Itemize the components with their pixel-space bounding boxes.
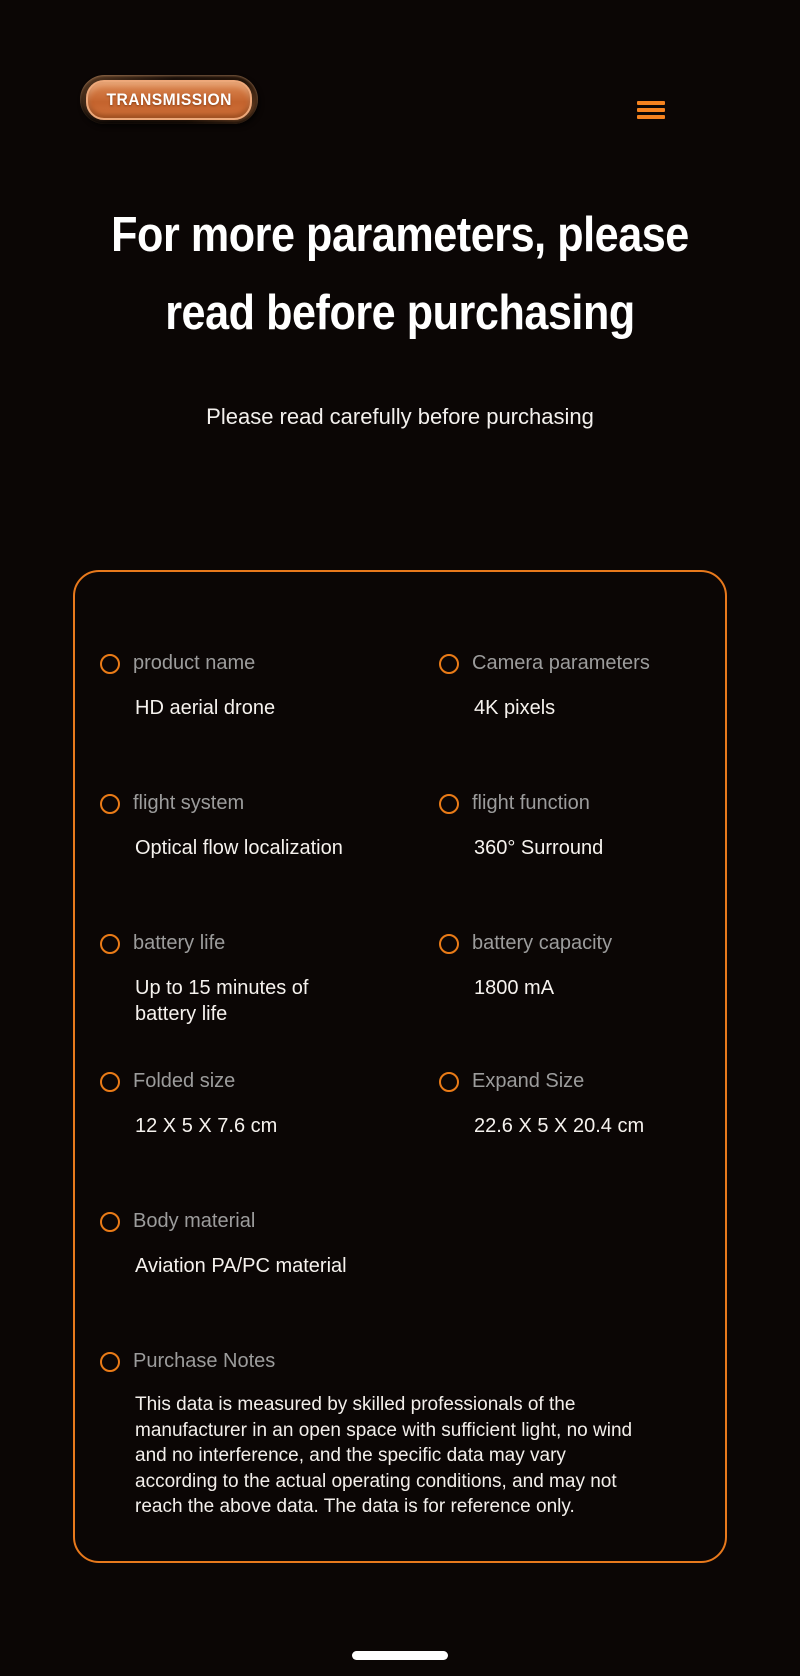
purchase-notes-text: This data is measured by skilled professionals of the manufacturer in an open space with sufficient light, no wind and no interference, and the specific data may vary according to the actual operating conditions, and may not reach the above data. The data is for reference only. <box>135 1394 633 1517</box>
spec-label: Camera parameters <box>472 652 650 674</box>
radio-circle-icon <box>439 934 459 954</box>
spec-label: Folded size <box>133 1070 236 1092</box>
spec-value: 12 X 5 X 7.6 cm <box>135 1115 278 1137</box>
spec-label: product name <box>133 652 256 674</box>
transmission-badge-label: TRANSMISSION <box>106 89 232 109</box>
page-title-line1: For more parameters, please <box>111 208 689 262</box>
spec-row <box>100 1070 725 1139</box>
transmission-badge[interactable] <box>80 75 258 124</box>
spec-cell-folded-size <box>100 1070 439 1139</box>
radio-circle-icon <box>100 1352 120 1372</box>
home-indicator-bar[interactable] <box>352 1651 448 1660</box>
spec-label: Purchase Notes <box>133 1350 276 1372</box>
spec-value: Up to 15 minutes of battery life <box>135 977 309 1025</box>
spec-label: Body material <box>133 1210 256 1232</box>
spec-value: 1800 mA <box>474 977 555 999</box>
spec-cell-camera-parameters <box>439 652 725 721</box>
radio-circle-icon <box>439 654 459 674</box>
hamburger-bar <box>637 101 665 105</box>
spec-cell-flight-system <box>100 792 439 861</box>
spec-cell-flight-function <box>439 792 725 861</box>
spec-box <box>73 570 727 1563</box>
hamburger-bar <box>637 115 665 119</box>
spec-cell-product-name <box>100 652 439 721</box>
spec-label: Expand Size <box>472 1070 585 1092</box>
radio-circle-icon <box>439 794 459 814</box>
hamburger-menu-icon[interactable] <box>637 101 665 119</box>
radio-circle-icon <box>100 794 120 814</box>
page-title-line2: read before purchasing <box>165 286 635 340</box>
radio-circle-icon <box>100 654 120 674</box>
transmission-badge-inner <box>86 80 252 120</box>
hamburger-bar <box>637 108 665 112</box>
spec-cell-expand-size <box>439 1070 725 1139</box>
page-subtitle: Please read carefully before purchasing <box>206 404 594 429</box>
radio-circle-icon <box>100 1212 120 1232</box>
spec-label: flight system <box>133 792 245 814</box>
spec-cell-body-material <box>100 1210 725 1279</box>
spec-label: battery capacity <box>472 932 613 954</box>
spec-value: 360° Surround <box>474 837 604 859</box>
spec-cell-battery-life <box>100 932 439 1027</box>
spec-row <box>100 932 725 1027</box>
spec-value: 4K pixels <box>474 697 556 719</box>
spec-value: Optical flow localization <box>135 837 343 859</box>
spec-cell-battery-capacity <box>439 932 725 1027</box>
page-title <box>0 196 800 352</box>
spec-row <box>100 1350 725 1520</box>
spec-cell-purchase-notes <box>100 1350 725 1520</box>
radio-circle-icon <box>439 1072 459 1092</box>
radio-circle-icon <box>100 1072 120 1092</box>
spec-value: Aviation PA/PC material <box>135 1255 347 1277</box>
spec-row <box>100 792 725 861</box>
radio-circle-icon <box>100 934 120 954</box>
spec-row <box>100 1210 725 1279</box>
spec-label: battery life <box>133 932 226 954</box>
spec-row <box>100 652 725 721</box>
spec-value: HD aerial drone <box>135 697 276 719</box>
spec-value: 22.6 X 5 X 20.4 cm <box>474 1115 645 1137</box>
spec-label: flight function <box>472 792 590 814</box>
